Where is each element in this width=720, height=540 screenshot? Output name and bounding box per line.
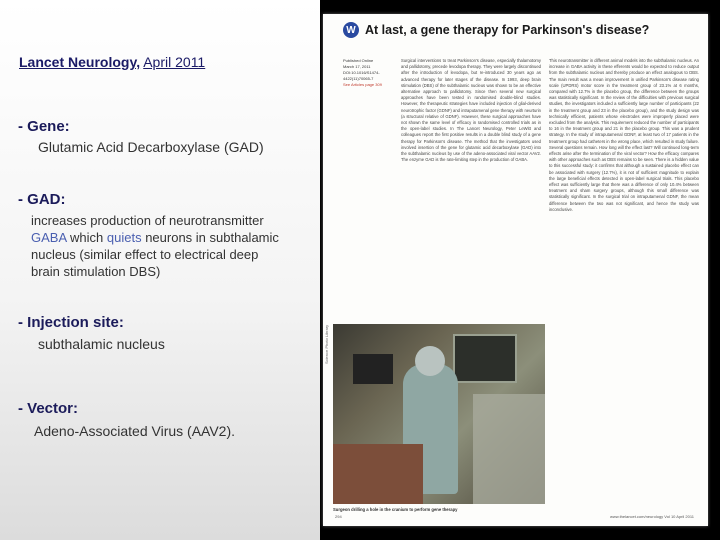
slide-text-panel: [0, 0, 320, 540]
gad-line: increases production of neurotransmitter: [31, 213, 264, 228]
surgery-photo: [333, 324, 545, 504]
gad-description: [31, 212, 279, 280]
publication-note: [343, 58, 393, 88]
gad-heading: - GAD:: [18, 191, 66, 208]
injection-site-heading: - Injection site:: [18, 314, 124, 331]
article-clipping: [323, 14, 708, 526]
article-column-1: Surgical interventions to treat Parkinson's disease, especially thalamotomy and pallidotomy, precede levodopa therapy. They were largely discontinued after the introduction of levodopa, but re-introduced 30 years ago as advanced therapy for later stages of the disease. In 1993, deep brain stimulation (DBS) of the subthalamic nucleus was shown to be an effective alternative approach to pallidotomy. Since then several new surgical approaches have been tested in randomised double-blind studies. However, the therapeutic strategies have included injection of glial-derived neurotrophic factor (GDNF) and intraputamenal gene therapy with neurturin (a structural relative of GDNF). However, these surgical approaches have not shown the same level of efficacy in randomised controlled trials as in the open-label studies. In The Lancet Neurology, Peter LeWitt and colleagues report the first positive results in a double blind study of a gene therapy for Parkinson's disease. The method that the investigators used involved insertion of the gene for glutamic acid decarboxylase (GAD) into the subthalamic nucleus by use of the adeno-associated viral vector AAV2. The enzyme GAD is the rate-limiting step in the production of GABA.: [401, 58, 541, 163]
surgeon-head-shape: [415, 346, 445, 376]
frame-shape: [473, 394, 545, 504]
note-line: March 17, 2011: [343, 64, 371, 69]
journal-logo-icon: W: [343, 22, 359, 38]
highlighted-term: quiets: [106, 230, 142, 245]
publication-date: April 2011: [143, 54, 206, 70]
figure-credit: Science Photo Library: [324, 324, 329, 364]
gene-heading: - Gene:: [18, 118, 70, 135]
article-title: At last, a gene therapy for Parkinson's disease?: [365, 23, 650, 37]
gad-line: GABA which quiets neurons in subthalamic: [31, 230, 279, 245]
monitor-shape: [453, 334, 517, 383]
articles-link[interactable]: See Articles page 309: [343, 82, 382, 87]
footer-url: www.thelancet.com/neurology Vol 10 April 2011: [610, 514, 694, 519]
note-line: DOI:10.1016/S1474-: [343, 70, 380, 75]
patient-drape-shape: [333, 444, 423, 504]
gad-line: nucleus (similar effect to electrical deep: [31, 247, 259, 262]
vector-description: [34, 423, 235, 440]
vector-line: Adeno-Associated Virus (AAV2).: [34, 423, 236, 439]
vector-heading: - Vector:: [18, 400, 79, 417]
note-line: 4422(11)70065-7: [343, 76, 374, 81]
injection-site-description: [38, 336, 165, 353]
page-number: 294: [335, 514, 342, 519]
gad-line: brain stimulation DBS): [31, 264, 161, 279]
source-citation: [19, 54, 205, 71]
equipment-shape: [353, 354, 393, 384]
article-header: [343, 22, 649, 38]
journal-name: Lancet Neurology,: [19, 54, 141, 70]
note-line: Published Online: [343, 58, 374, 63]
gene-description: [38, 139, 264, 156]
gene-line: Glutamic Acid Decarboxylase (GAD): [38, 139, 264, 155]
figure-caption: Surgeon drilling a hole in the cranium to perform gene therapy: [333, 507, 458, 512]
article-column-2: This neurotransmitter in different animal models into the subthalamic nucleus. An increase in GABA activity in these efferents would be expected to reduce output from the subthalamic nucleus and thereby produce an effect analogous to DBS. The main result was a mean improvement in unified Parkinson's disease rating scale (UPDRS) motor score in the treatment group of 23.1% at 6 months, compared with 12.7% in the placebo group, the difference between the groups was statistically significant. In the review of the difficulties with previous surgical studies, the investigators included a sufficiently large number of participants (22 in the treatment group and 23 in the placebo group), and the study design was technically efficient, patients whose electrodes were improperly placed were excluded from the analysis. This requirement reduced the number of participants to 16 in the treatment group and 21 in the placebo group. This was a prudent strategy. In the study of intraputamenal GDNF, at least two of 17 patients in the treatment group had catheters in the wrong place, which resulted in study failure. Several questions remain. How long will the effect last? Will continued long-term effects arise after the termination of the viral vector? How the efficacy compares with other approaches such as DBS remains to be seen. There is a hidden value to this successful study: it confirms that although a sustained placebo effect can be associated with surgery (12.7%), it is not of sufficient magnitude to explain the large beneficial effects detected in open-label surgical trials. This placebo effect was sufficiently large that there was a difference of only 10.4% between treatment and sham surgery groups, although this small difference was statistically significant. In the surgical trial on intraputamenal GDNF, the mean difference between the two was not significant, and hence the study was inconclusive.: [549, 58, 699, 212]
injection-site-line: subthalamic nucleus: [38, 336, 165, 352]
highlighted-term: GABA: [31, 230, 67, 245]
